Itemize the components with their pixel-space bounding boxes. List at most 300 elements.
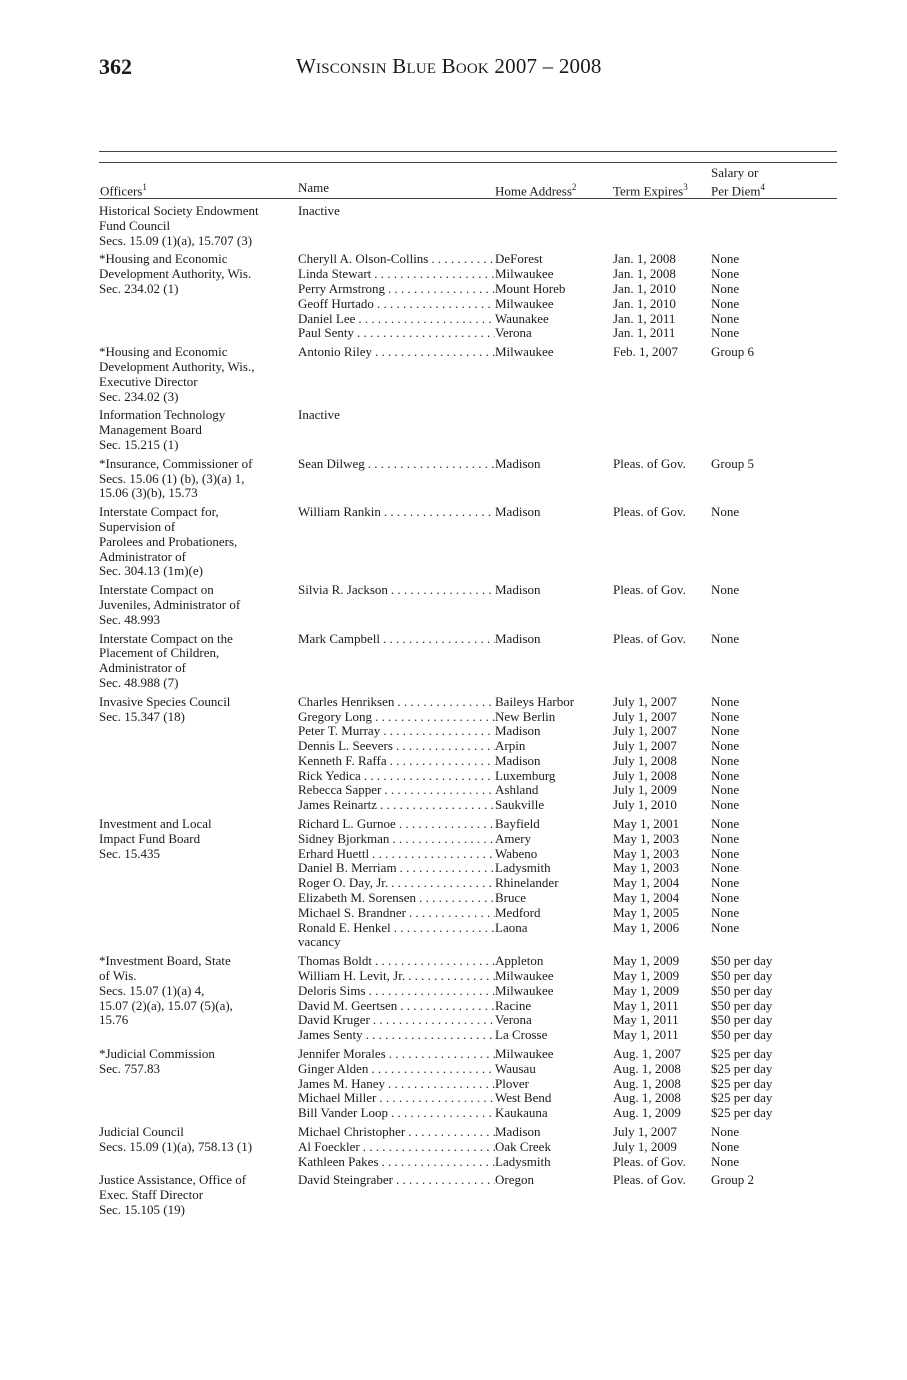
member-name: Erhard Huettl [298,846,370,861]
officers-table [99,204,837,1222]
term-expires-cell: May 1, 2009 [613,982,680,998]
table-row [298,408,837,423]
office-line: Sec. 15.347 (18) [99,708,185,724]
home-address-cell: Laona [495,919,528,935]
table-row [298,632,837,647]
name-cell [298,969,495,984]
top-rule [99,151,837,152]
members-list [298,583,837,627]
term-expires-cell: July 1, 2009 [613,782,677,798]
col-salary-line2: Per Diem [711,183,761,199]
name-cell [298,984,495,999]
term-expires-cell [613,408,711,423]
salary-cell: None [711,582,740,598]
dot-leader [375,345,495,360]
dot-leader [389,1047,495,1062]
term-expires-cell: Pleas. of Gov. [613,582,686,598]
name-cell [298,935,495,950]
term-expires-cell: Jan. 1, 2008 [613,251,676,267]
table-entry [99,817,837,950]
home-address-cell: Wabeno [495,845,538,861]
name-cell [298,408,495,423]
term-expires-cell: Jan. 1, 2010 [613,280,676,296]
table-row [298,1077,837,1092]
members-list [298,1173,837,1217]
name-cell [298,267,495,282]
term-expires-cell: Pleas. of Gov. [613,1153,686,1169]
home-address-cell: Wausau [495,1060,536,1076]
members-list [298,505,837,579]
member-name: Kenneth F. Raffa [298,753,387,768]
name-cell [298,312,495,327]
term-expires-cell: Feb. 1, 2007 [613,344,678,360]
term-expires-cell: July 1, 2009 [613,1138,677,1154]
home-address-cell: Luxemburg [495,767,556,783]
table-row [298,999,837,1014]
salary-cell: None [711,919,740,935]
salary-cell: Group 2 [711,1172,754,1188]
member-name: Rick Yedica [298,768,361,783]
member-name: Mark Campbell [298,631,380,646]
salary-cell: None [711,1138,740,1154]
office-cell [99,954,298,1043]
member-name: Perry Armstrong [298,281,386,296]
home-address-cell: West Bend [495,1090,552,1106]
name-cell [298,847,495,862]
home-address-cell: Verona [495,1012,532,1028]
members-list [298,457,837,501]
term-expires-cell: Jan. 1, 2010 [613,295,676,311]
office-line: Judicial Council [99,1124,184,1140]
term-expires-cell: Aug. 1, 2007 [613,1046,681,1062]
dot-leader [390,754,495,769]
salary-cell: None [711,904,740,920]
salary-cell: None [711,830,740,846]
table-row [298,710,837,725]
salary-cell: None [711,782,740,798]
table-row [298,326,837,341]
member-name: Daniel Lee [298,311,356,326]
salary-cell: None [711,797,740,813]
salary-cell: $50 per day [711,953,773,969]
home-address-cell: Oregon [495,1172,534,1188]
name-cell [298,326,495,341]
salary-cell [711,204,837,219]
salary-cell: $25 per day [711,1046,773,1062]
office-line: Sec. 48.988 (7) [99,674,179,690]
name-cell [298,457,495,472]
member-name: James M. Haney [298,1076,386,1091]
salary-cell: None [711,310,740,326]
member-name: David M. Geertsen [298,998,398,1013]
salary-cell: None [711,266,740,282]
header-bottom-rule [99,198,837,199]
office-cell [99,457,298,501]
name-cell [298,505,495,520]
dot-leader [380,798,495,813]
salary-cell: Group 5 [711,455,754,471]
name-cell [298,921,495,936]
salary-cell: None [711,738,740,754]
office-line: Interstate Compact on [99,582,214,598]
term-expires-cell: July 1, 2007 [613,723,677,739]
term-expires-cell: May 1, 2004 [613,875,680,891]
table-row [298,282,837,297]
member-name: Thomas Boldt [298,954,373,969]
members-list [298,204,837,248]
table-row [298,1106,837,1121]
note-4: 4 [760,182,765,192]
dot-leader [396,1173,495,1188]
table-entry [99,1047,837,1121]
name-cell [298,724,495,739]
name-cell [298,754,495,769]
dot-leader [375,954,495,969]
member-name: Inactive [298,408,340,423]
salary-cell: $25 per day [711,1090,773,1106]
office-cell [99,583,298,627]
name-cell [298,954,495,969]
office-line: of Wis. [99,968,137,984]
member-name: Geoff Hurtado [298,296,374,311]
office-line: Supervision of [99,518,176,534]
name-cell [298,999,495,1014]
member-name: Ronald E. Henkel [298,920,391,935]
salary-cell: None [711,325,740,341]
office-line: Historical Society Endowment [99,203,259,218]
name-cell [298,1077,495,1092]
office-line: Investment and Local [99,816,212,832]
term-expires-cell [613,204,711,219]
member-name: William H. Levit, Jr. [298,969,406,984]
term-expires-cell: Pleas. of Gov. [613,630,686,646]
term-expires-cell: July 1, 2007 [613,708,677,724]
name-cell [298,297,495,312]
dot-leader [396,739,495,754]
salary-cell: None [711,816,740,832]
table-row [298,783,837,798]
term-expires-cell: May 1, 2001 [613,816,680,832]
member-name: David Steingraber [298,1173,393,1188]
member-name: Elizabeth M. Sorensen [298,891,417,906]
salary-cell: None [711,845,740,861]
book-title: Wisconsin Blue Book 2007 – 2008 [296,54,602,78]
home-address-cell: Ashland [495,782,539,798]
term-expires-cell: Aug. 1, 2008 [613,1060,681,1076]
member-name: Kathleen Pakes [298,1154,379,1169]
note-1: 1 [142,182,147,192]
salary-cell: $25 per day [711,1060,773,1076]
member-name: Dennis L. Seevers [298,739,393,754]
office-cell [99,345,298,404]
name-cell [298,876,495,891]
member-name: Sidney Bjorkman [298,831,390,846]
home-address-cell: Kaukauna [495,1105,548,1121]
office-line: Executive Director [99,373,198,389]
salary-cell: $50 per day [711,1027,773,1043]
table-row [298,312,837,327]
office-line: 15.07 (2)(a), 15.07 (5)(a), [99,997,233,1013]
table-row [298,252,837,267]
salary-cell: $50 per day [711,1012,773,1028]
home-address-cell [495,204,613,219]
dot-leader [371,1062,495,1077]
dot-leader [382,1155,495,1170]
dot-leader [419,891,495,906]
salary-cell: None [711,723,740,739]
term-expires-cell: Aug. 1, 2009 [613,1105,681,1121]
table-row [298,754,837,769]
name-cell [298,1140,495,1155]
home-address-cell: Mount Horeb [495,280,566,296]
table-row [298,1013,837,1028]
term-expires-cell: May 1, 2011 [613,1027,679,1043]
dot-leader [364,769,495,784]
col-salary-line1: Salary or [711,165,759,180]
dot-leader [397,695,495,710]
dot-leader [409,906,495,921]
salary-cell [711,408,837,423]
home-address-cell: Ladysmith [495,1153,551,1169]
dot-leader [383,724,495,739]
member-name: Bill Vander Loop [298,1106,389,1121]
members-list [298,954,837,1043]
home-address-cell: New Berlin [495,708,556,724]
member-name: Deloris Sims [298,983,366,998]
table-row [298,832,837,847]
office-cell [99,204,298,248]
home-address-cell: Milwaukee [495,266,554,282]
dot-leader [394,921,495,936]
term-expires-cell [613,935,711,950]
dot-leader [368,457,495,472]
col-salary [711,165,765,198]
member-name: Gregory Long [298,709,373,724]
member-name: Michael Christopher [298,1125,406,1140]
dot-leader [373,1013,495,1028]
home-address-cell: Milwaukee [495,982,554,998]
salary-cell: None [711,767,740,783]
salary-cell: None [711,752,740,768]
member-name: Michael S. Brandner [298,905,406,920]
home-address-cell: Madison [495,723,541,739]
dot-leader [357,326,495,341]
page-number: 362 [99,54,132,79]
dot-leader [377,297,495,312]
dot-leader [388,282,495,297]
home-address-cell: Waunakee [495,310,549,326]
term-expires-cell: May 1, 2006 [613,919,680,935]
member-name: Rebecca Sapper [298,783,382,798]
home-address-cell: Verona [495,325,532,341]
home-address-cell [495,408,613,423]
office-cell [99,1125,298,1169]
home-address-cell: Madison [495,752,541,768]
dot-leader [384,783,495,798]
members-list [298,817,837,950]
note-2: 2 [571,182,577,192]
office-cell [99,695,298,813]
office-line: *Housing and Economic [99,251,228,267]
home-address-cell: Rhinelander [495,875,559,891]
office-line: Development Authority, Wis. [99,266,252,282]
col-name-label: Name [298,180,330,195]
member-name: William Rankin [298,505,381,520]
member-name: James Senty [298,1028,363,1043]
dot-leader [383,632,495,647]
office-line: 15.06 (3)(b), 15.73 [99,485,198,501]
table-row [298,457,837,472]
table-row [298,921,837,936]
name-cell [298,1013,495,1028]
table-entry [99,252,837,341]
term-expires-cell: July 1, 2008 [613,767,677,783]
table-row [298,891,837,906]
dot-leader [384,505,495,520]
name-cell [298,861,495,876]
member-name: Roger O. Day, Jr. [298,876,389,891]
term-expires-cell: Pleas. of Gov. [613,504,686,520]
name-cell [298,1028,495,1043]
table-row [298,1091,837,1106]
term-expires-cell: July 1, 2008 [613,752,677,768]
name-cell [298,1173,495,1188]
col-term-expires-label: Term Expires [613,183,684,199]
table-row [298,345,837,360]
table-row [298,876,837,891]
table-row [298,817,837,832]
home-address-cell: La Crosse [495,1027,548,1043]
dot-leader [400,861,495,876]
table-row [298,297,837,312]
name-cell [298,1106,495,1121]
member-name: Michael Miller [298,1091,377,1106]
home-address-cell: Milwaukee [495,968,554,984]
salary-cell: None [711,295,740,311]
term-expires-cell: July 1, 2007 [613,1124,677,1140]
office-cell [99,817,298,950]
home-address-cell: Madison [495,504,541,520]
home-address-cell: Plover [495,1075,529,1091]
office-line: Sec. 304.13 (1m)(e) [99,563,203,579]
salary-cell: $50 per day [711,968,773,984]
table-entry [99,583,837,627]
name-cell [298,798,495,813]
name-cell [298,906,495,921]
name-cell [298,252,495,267]
table-row [298,1062,837,1077]
home-address-cell: Bayfield [495,816,540,832]
office-line: Interstate Compact for, [99,504,219,520]
office-line: Management Board [99,422,202,438]
office-line: Sec. 234.02 (3) [99,388,179,404]
salary-cell: None [711,693,740,709]
member-name: Antonio Riley [298,345,373,360]
members-list [298,632,837,691]
dot-leader [408,969,495,984]
office-line: *Investment Board, State [99,953,231,969]
table-entry [99,408,837,452]
name-cell [298,739,495,754]
col-term-expires [613,180,688,198]
office-cell [99,505,298,579]
office-line: Development Authority, Wis., [99,358,255,374]
second-rule [99,162,837,163]
table-entry [99,954,837,1043]
term-expires-cell: May 1, 2003 [613,860,680,876]
table-row [298,1028,837,1043]
table-row [298,954,837,969]
office-line: *Housing and Economic [99,344,228,360]
members-list [298,1125,837,1169]
term-expires-cell: May 1, 2004 [613,890,680,906]
col-name [298,180,329,195]
term-expires-cell: Pleas. of Gov. [613,1172,686,1188]
office-line: Juveniles, Administrator of [99,596,241,612]
home-address-cell: Madison [495,630,541,646]
office-line: Impact Fund Board [99,830,201,846]
member-name: Al Foeckler [298,1139,360,1154]
name-cell [298,204,495,219]
dot-leader [372,847,495,862]
office-line: *Insurance, Commissioner of [99,455,253,471]
office-line: Secs. 15.09 (1)(a), 758.13 (1) [99,1138,253,1154]
office-cell [99,252,298,341]
member-name: Inactive [298,204,340,218]
members-list [298,252,837,341]
dot-leader [391,1106,495,1121]
name-cell [298,832,495,847]
dot-leader [366,1028,495,1043]
member-name: Silvia R. Jackson [298,583,388,598]
name-cell [298,282,495,297]
salary-cell: None [711,630,740,646]
office-line: Sec. 15.215 (1) [99,436,179,452]
term-expires-cell: May 1, 2009 [613,968,680,984]
member-name: Cheryll A. Olson-Collins [298,252,429,267]
members-list [298,1047,837,1121]
dot-leader [391,876,495,891]
term-expires-cell: May 1, 2011 [613,1012,679,1028]
dot-leader [388,1077,495,1092]
salary-cell: None [711,890,740,906]
member-name: Charles Henriksen [298,694,395,709]
home-address-cell: Milwaukee [495,1046,554,1062]
member-name: Ginger Alden [298,1061,369,1076]
dot-leader [399,817,495,832]
home-address-cell: Milwaukee [495,344,554,360]
term-expires-cell: Aug. 1, 2008 [613,1090,681,1106]
table-row [298,847,837,862]
salary-cell: $50 per day [711,982,773,998]
member-name: Daniel B. Merriam [298,861,397,876]
salary-cell: None [711,1124,740,1140]
salary-cell: Group 6 [711,344,754,360]
salary-cell: $50 per day [711,997,773,1013]
office-line: 15.76 [99,1012,129,1028]
salary-cell [711,935,837,950]
salary-cell: None [711,280,740,296]
name-cell [298,783,495,798]
name-cell [298,1091,495,1106]
office-line: Justice Assistance, Office of [99,1172,247,1188]
col-home-address-label: Home Address [495,183,572,199]
table-row [298,984,837,999]
member-name: Linda Stewart [298,267,372,282]
home-address-cell: Saukville [495,797,545,813]
name-cell [298,632,495,647]
table-entry [99,505,837,579]
